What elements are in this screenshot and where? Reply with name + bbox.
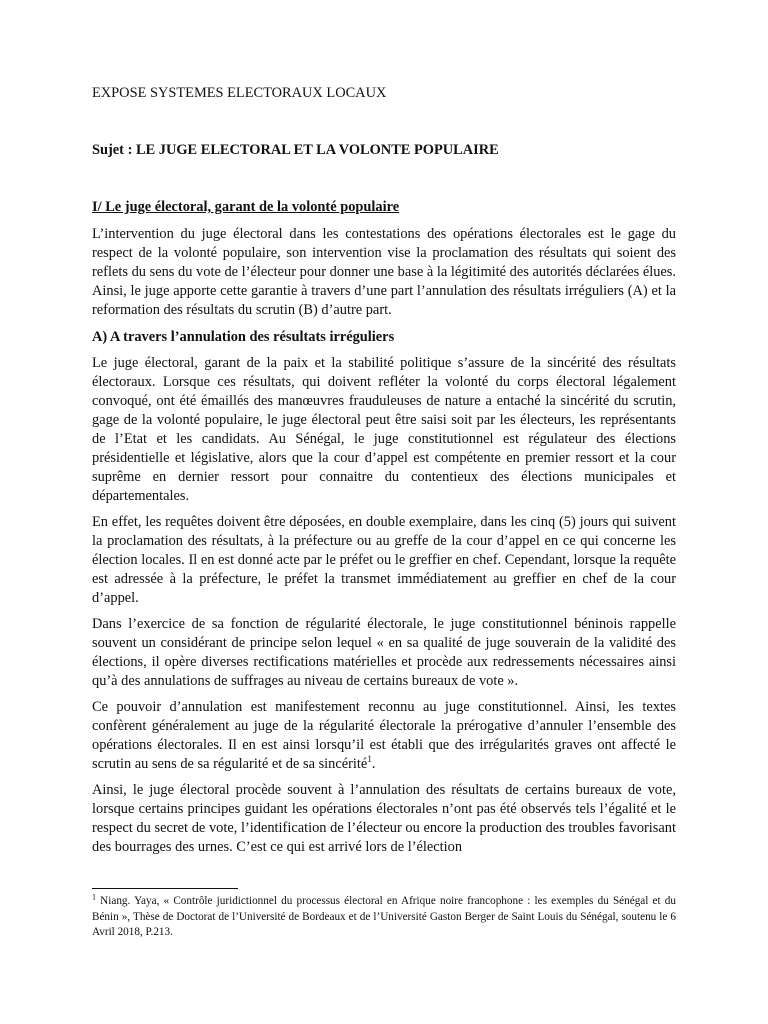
footnote — [92, 894, 676, 941]
footnote-marker: 1 — [92, 892, 96, 902]
document-subject: Sujet : LE JUGE ELECTORAL ET LA VOLONTE POPULAIRE — [92, 142, 499, 158]
section-heading: I/ Le juge électoral, garant de la volonté populaire — [92, 199, 400, 215]
document-body — [92, 84, 676, 857]
body-paragraph: Ainsi, le juge électoral procède souvent à l’annulation des résultats de certains bureaux de vote, lorsque certains principes guidant les opérations électorales n’ont pas été observés tels l’égalité et le respect du secret de vote, l’identification de l’électeur ou encore la production des troubles favorisant des bourrages des urnes. C’est ce qui est arrivé lors de l’élection — [92, 782, 676, 855]
paragraph-end: . — [371, 756, 376, 772]
body-paragraph: Dans l’exercice de sa fonction de régularité électorale, le juge constitutionnel béninois rappelle souvent un considérant de principe selon lequel « en sa qualité de juge souverain de la validité des élections, il opère diverses rectifications matérielles et procède aux redressements nécessaires ainsi qu’à des annulations de suffrages au niveau de certains bureaux de vote ». — [92, 616, 676, 689]
intro-paragraph: L’intervention du juge électoral dans les contestations des opérations électorales est le gage du respect de la volonté populaire, son intervention vise la proclamation des résultats qui soient des reflets du sens du vote de l’électeur pour donner une base à la légitimité des autorités déclarées élues. Ainsi, le juge apporte cette garantie à travers d’une part l’annulation des résultats irréguliers (A) et la reformation des résultats du scrutin (B) d’autre part. — [92, 226, 676, 318]
body-paragraph: En effet, les requêtes doivent être déposées, en double exemplaire, dans les cinq (5) jours qui suivent la proclamation des résultats, à la préfecture ou au greffe de la cour d’appel en ce qui concerne les élection locales. Il en est donné acte par le préfet ou le greffier en chef. Cependant, lorsque la requête est adressée à la préfecture, le préfet la transmet immédiatement au greffier en chef de la cour d’appel. — [92, 514, 676, 606]
document-title: EXPOSE SYSTEMES ELECTORAUX LOCAUX — [92, 85, 387, 101]
paragraph-text: Ce pouvoir d’annulation est manifestement reconnu au juge constitutionnel. Ainsi, les textes confèrent généralement au juge de la régularité électorale la prérogative d’annuler l’ensemble des opérations électorales. Il en est ainsi lorsqu’il est établi que des irrégularités graves ont affecté le scrutin au sens de sa régularité et de sa sincérité — [92, 699, 676, 772]
footnote-separator — [92, 888, 238, 889]
subsection-heading: A) A travers l’annulation des résultats irréguliers — [92, 329, 395, 345]
footnote-text: Niang. Yaya, « Contrôle juridictionnel du processus électoral en Afrique noire francophone : les exemples du Sénégal et du Bénin », Thèse de Doctorat de l’Université de Bordeaux et de l’Université Gaston Berger de Saint Louis du Sénégal, soutenu le 6 Avril 2018, P.213. — [92, 895, 676, 938]
footnote-reference[interactable]: 1 — [367, 754, 372, 765]
body-paragraph: Le juge électoral, garant de la paix et la stabilité politique s’assure de la sincérité des résultats électoraux. Lorsque ces résultats, qui doivent refléter la volonté du corps électoral légalement convoqué, ont été émaillés des manœuvres frauduleuses de nature a entaché la sincérité du scrutin, gage de la volonté populaire, le juge électoral peut être saisi soit par les électeurs, les représentants de l’Etat et les candidats. Au Sénégal, le juge constitutionnel est régulateur des élections présidentielle et législative, alors que la cour d’appel est compétente en premier ressort et la cour suprême en dernier ressort pour connaitre du contentieux des élections municipales et départementales. — [92, 355, 676, 504]
body-paragraph-with-note — [92, 698, 676, 774]
